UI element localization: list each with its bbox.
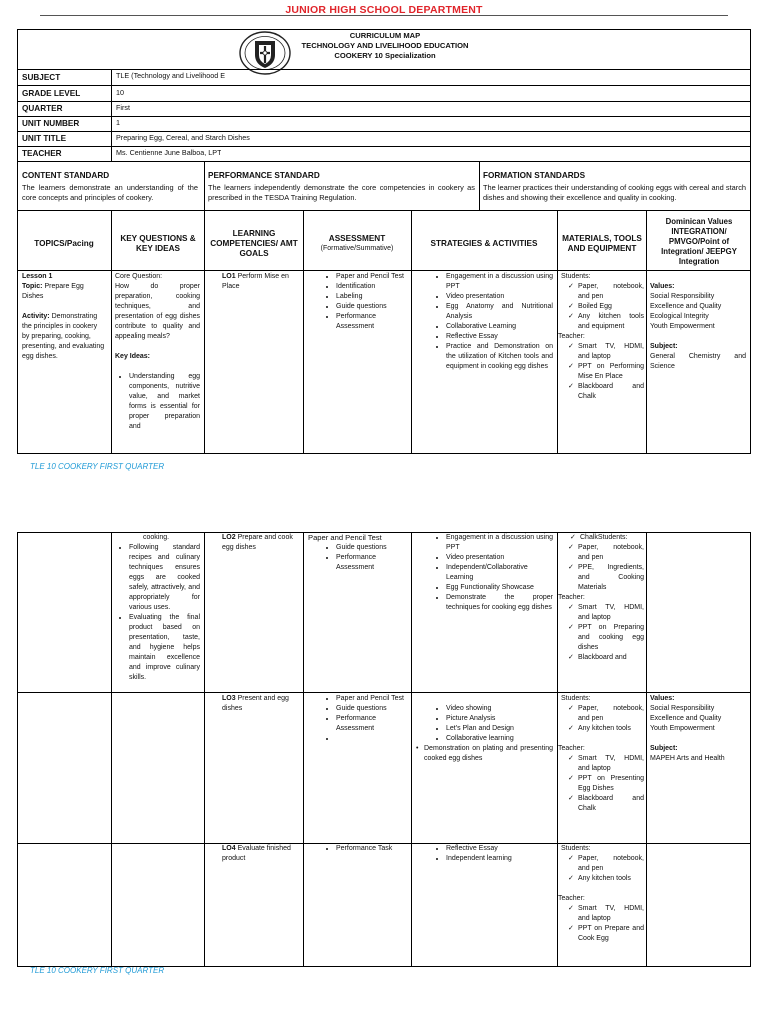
grid-line <box>479 161 480 210</box>
formation-standards-text: The learner practices their understanding of cooking eggs with cereal and starch dishes and showing their excellence and quality in cooking. <box>483 183 746 202</box>
value-item: Excellence and Quality <box>650 303 722 310</box>
col-header-topics: TOPICS/Pacing <box>34 239 94 248</box>
grid-line <box>111 532 112 967</box>
grid-line <box>204 532 205 967</box>
strategy-item: • Independent learning <box>446 854 553 864</box>
material-item: ✓ Blackboard and Chalk <box>578 794 644 814</box>
key-idea-continued: cooking. <box>143 534 170 541</box>
material-item: ✓ Blackboard and Chalk <box>578 382 644 402</box>
subject-integration-label: Subject: <box>650 745 678 752</box>
grid-line <box>646 532 647 967</box>
performance-standard-title: PERFORMANCE STANDARD <box>208 171 320 180</box>
material-item: ✓ Boiled Egg <box>578 302 644 312</box>
strategy-item: • Video presentation <box>446 292 553 302</box>
strategy-item: • Practice and Demonstration on the utilization of Kitchen tools and equipment in cooking egg dishes <box>446 342 553 372</box>
material-item: ✓ PPT on Preparing and cooking egg dishes <box>578 623 644 653</box>
grid-line <box>646 210 647 454</box>
grid-line <box>17 146 751 147</box>
values-cell <box>650 694 746 764</box>
lc-text: Present and egg dishes <box>222 695 289 712</box>
students-materials-list <box>558 704 644 734</box>
teacher-materials-list <box>558 603 644 663</box>
assessment-item: • Identification <box>336 282 406 292</box>
strategy-item: • Egg Functionality Showcase <box>446 583 553 593</box>
teacher-materials-label: Teacher: <box>558 594 585 601</box>
materials-cell <box>558 272 644 402</box>
subject-integration-text: MAPEH Arts and Health <box>650 755 725 762</box>
value-item: Ecological Integrity <box>650 313 709 320</box>
assessment-cell <box>308 533 406 573</box>
material-item: ✓ Smart TV, HDMI, and laptop <box>578 754 644 774</box>
strategy-item: • Reflective Essay <box>446 844 553 854</box>
values-label: Values: <box>650 283 675 290</box>
title-line-1: CURRICULUM MAP <box>349 31 421 40</box>
students-label: Students: <box>561 845 591 852</box>
material-item: ✓ Any kitchen tools <box>578 874 644 884</box>
unit-title-label: UNIT TITLE <box>22 134 67 143</box>
strategies-list <box>414 533 553 613</box>
strategies-cell <box>414 844 553 864</box>
strategies-list <box>414 704 553 744</box>
values-label: Values: <box>650 695 675 702</box>
teacher-materials-label: Teacher: <box>558 333 585 340</box>
topic-line <box>22 282 106 302</box>
learning-competency-cell <box>222 272 300 292</box>
assessment-item: • Performance Assessment <box>336 553 406 573</box>
strategy-item: • Let's Plan and Design <box>446 724 553 734</box>
strategy-item: • Video showing <box>446 704 553 714</box>
key-ideas-list <box>115 543 200 683</box>
assessment-item: • Guide questions <box>336 704 406 714</box>
teacher-materials-label: Teacher: <box>558 895 585 902</box>
students-materials-list <box>558 543 644 593</box>
subject-integration-label: Subject: <box>650 343 678 350</box>
assessment-list <box>308 272 406 332</box>
students-materials-list <box>558 282 644 332</box>
grid-line <box>17 270 751 271</box>
strategies-list <box>414 844 553 864</box>
strategies-cell <box>414 704 553 764</box>
strategy-item: • Picture Analysis <box>446 714 553 724</box>
assessment-item: • Labeling <box>336 292 406 302</box>
strategy-item: • Video presentation <box>446 553 553 563</box>
strategy-item: • Egg Anatomy and Nutritional Analysis <box>446 302 553 322</box>
values-cell <box>650 282 746 372</box>
learning-competency-cell <box>222 844 300 864</box>
material-item: ✓ PPT on Performing Mise En Place <box>578 362 644 382</box>
teacher-materials-list <box>558 342 644 402</box>
quarter-value: First <box>116 103 130 112</box>
material-item: ✓ PPT on Prepare and Cook Egg <box>578 924 644 944</box>
assessment-item: • Paper and Pencil Test <box>336 272 406 282</box>
material-item: ✓ Any kitchen tools <box>578 724 644 734</box>
grade-level-value: 10 <box>116 88 124 97</box>
students-label: Students: <box>561 695 591 702</box>
content-standard-title: CONTENT STANDARD <box>22 171 110 180</box>
topic-cell <box>22 272 106 362</box>
strategy-extra: Demonstration on plating and presenting cooked egg dishes <box>424 745 553 762</box>
value-item: Youth Empowerment <box>650 725 715 732</box>
strategy-item: • Collaborative Learning <box>446 322 553 332</box>
core-question-label: Core Question: <box>115 273 163 280</box>
strategy-item: • Engagement in a discussion using PPT <box>446 272 553 292</box>
department-title: JUNIOR HIGH SCHOOL DEPARTMENT <box>285 4 483 16</box>
subject-value: TLE (Technology and Livelihood E <box>116 71 226 80</box>
grid-line <box>204 161 205 210</box>
performance-standard-text: The learners independently demonstrate the core competencies in cookery as prescribed in the TESDA Training Regulation. <box>208 183 475 202</box>
grid-line <box>411 532 412 967</box>
lc-code: LO1 <box>222 273 236 280</box>
grid-line <box>17 131 751 132</box>
material-item: ✓ Smart TV, HDMI, and laptop <box>578 904 644 924</box>
topic-label: Topic: <box>22 283 43 290</box>
content-standard-text: The learners demonstrate an understanding of the core concepts and principles of cookery. <box>22 183 198 202</box>
col-header-assessment <box>303 234 411 254</box>
subject-integration-text: General Chemistry and Science <box>650 353 746 370</box>
title-line-2: TECHNOLOGY AND LIVELIHOOD EDUCATION <box>301 41 469 50</box>
strategy-item: • Demonstrate the proper techniques for cooking egg dishes <box>446 593 553 613</box>
material-item: ✓ Any kitchen tools and equipment <box>578 312 644 332</box>
material-item: ✓ Paper, notebook, and pen <box>578 543 644 563</box>
students-label: Students: <box>561 273 591 280</box>
strategy-item: • Collaborative learning <box>446 734 553 744</box>
materials-cell <box>558 694 644 814</box>
material-item: ✓ Blackboard and <box>578 653 644 663</box>
students-label-line <box>558 533 644 543</box>
lc-code: LO2 <box>222 534 236 541</box>
grid-line <box>111 210 112 454</box>
strategy-extra-line: • Demonstration on plating and presenting cooked egg dishes <box>416 745 553 762</box>
assessment-cell <box>308 844 406 854</box>
grid-line <box>17 101 751 102</box>
learning-competency-cell <box>222 533 300 553</box>
teacher-materials-list <box>558 904 644 944</box>
grid-line <box>17 69 751 70</box>
assessment-list <box>308 543 406 573</box>
key-ideas-label: Key Ideas: <box>115 353 151 360</box>
key-idea-item: • Evaluating the final product based on presentation, taste, and hygiene helps maintain excellence and improve culinary skills. <box>129 613 200 683</box>
grid-line <box>17 210 751 211</box>
activity-text: Demonstrating the principles in cookery by preparing, cooking, presenting, and evaluating egg dishes. <box>22 313 105 360</box>
grid-line <box>17 116 751 117</box>
unit-number-label: UNIT NUMBER <box>22 119 80 128</box>
grid-line <box>303 532 304 967</box>
lc-text: Prepare and cook egg dishes <box>222 534 293 551</box>
lc-text: Perform Mise en Place <box>222 273 289 290</box>
assessment-item: • Performance Assessment <box>336 312 406 332</box>
material-item: ✓ Smart TV, HDMI, and laptop <box>578 603 644 623</box>
lesson-label: Lesson 1 <box>22 273 53 280</box>
learning-competency-cell <box>222 694 300 714</box>
assessment-item: • Performance Task <box>336 844 406 854</box>
strategy-item: • Engagement in a discussion using PPT <box>446 533 553 553</box>
assessment-head: Paper and Pencil Test <box>308 533 382 542</box>
teacher-label: TEACHER <box>22 149 62 158</box>
grid-line <box>111 69 112 161</box>
grid-line <box>17 161 751 162</box>
header-divider <box>40 15 728 16</box>
grid-line <box>204 210 205 454</box>
page-footer: TLE 10 COOKERY FIRST QUARTER <box>30 966 165 975</box>
assessment-header-sub: (Formative/Summative) <box>320 245 394 252</box>
strategies-cell <box>414 272 553 372</box>
activity-line <box>22 312 106 362</box>
assessment-item: • Paper and Pencil Test <box>336 694 406 704</box>
grid-line <box>17 692 751 693</box>
material-item: ✓ PPT on Presenting Egg Dishes <box>578 774 644 794</box>
col-header-dominican-values: Dominican Values INTEGRATION/ PMVGO/Point of Integration/ JEEPGY Integration <box>661 217 737 266</box>
unit-title-value: Preparing Egg, Cereal, and Starch Dishes <box>116 133 250 142</box>
assessment-cell <box>308 272 406 332</box>
quarter-label: QUARTER <box>22 104 63 113</box>
col-header-strategies: STRATEGIES & ACTIVITIES <box>430 239 538 248</box>
key-idea-item: • Understanding egg components, nutritive value, and market forms is essential for proper preparation and <box>129 372 200 432</box>
grade-level-label: GRADE LEVEL <box>22 89 81 98</box>
page-footer: TLE 10 COOKERY FIRST QUARTER <box>30 462 165 471</box>
assessment-header-text: ASSESSMENT <box>328 234 386 243</box>
key-idea-item: • Following standard recipes and culinary techniques ensures eggs are cooked safely, attractively, and appropriately for various uses. <box>129 543 200 613</box>
assessment-cell <box>308 694 406 744</box>
teacher-value: Ms. Centienne June Balboa, LPT <box>116 148 222 157</box>
material-item: ✓ Paper, notebook, and pen <box>578 704 644 724</box>
key-questions-cell <box>115 272 200 432</box>
assessment-item <box>336 734 406 744</box>
strategies-list <box>414 272 553 372</box>
teacher-materials-label: Teacher: <box>558 745 585 752</box>
materials-cell <box>558 844 644 944</box>
value-item: Social Responsibility <box>650 705 715 712</box>
material-item: ✓ PPE, Ingredients, and Cooking Materials <box>578 563 644 593</box>
col-header-key-questions: KEY QUESTIONS & KEY IDEAS <box>120 234 196 253</box>
lc-code: LO4 <box>222 845 236 852</box>
title-line-3: COOKERY 10 Specialization <box>334 51 436 60</box>
material-item: ✓ Smart TV, HDMI, and laptop <box>578 342 644 362</box>
assessment-item: • Guide questions <box>336 543 406 553</box>
assessment-list <box>308 694 406 744</box>
material-item: ✓ Paper, notebook, and pen <box>578 282 644 302</box>
students-materials-list <box>558 854 644 884</box>
material-item: ✓ Paper, notebook, and pen <box>578 854 644 874</box>
students-label: ✓ ChalkStudents: <box>580 533 644 543</box>
strategy-item: • Independent/Collaborative Learning <box>446 563 553 583</box>
unit-number-value: 1 <box>116 118 120 127</box>
value-item: Youth Empowerment <box>650 323 715 330</box>
curriculum-title <box>270 31 500 61</box>
col-header-materials: MATERIALS, TOOLS AND EQUIPMENT <box>562 234 642 253</box>
lc-code: LO3 <box>222 695 236 702</box>
lc-text: Evaluate finished product <box>222 845 291 862</box>
materials-cell <box>558 533 644 663</box>
assessment-item: • Performance Assessment <box>336 714 406 734</box>
formation-standards-title: FORMATION STANDARDS <box>483 171 586 180</box>
value-item: Excellence and Quality <box>650 715 722 722</box>
strategy-item: • Reflective Essay <box>446 332 553 342</box>
topic-text: Prepare Egg Dishes <box>22 283 84 300</box>
subject-label: SUBJECT <box>22 73 61 82</box>
teacher-materials-list <box>558 754 644 814</box>
assessment-list <box>308 844 406 854</box>
grid-line <box>17 85 751 86</box>
assessment-item: • Guide questions <box>336 302 406 312</box>
key-ideas-continued-cell <box>115 533 200 683</box>
strategies-cell <box>414 533 553 613</box>
core-question-text: How do proper preparation, cooking techniques, and presentation of egg dishes contribute to quality and appealing meals? <box>115 283 200 340</box>
key-ideas-list <box>115 372 200 432</box>
activity-label: Activity: <box>22 313 50 320</box>
value-item: Social Responsibility <box>650 293 715 300</box>
col-header-learning-competencies: LEARNING COMPETENCIES/ AMT GOALS <box>210 229 298 258</box>
